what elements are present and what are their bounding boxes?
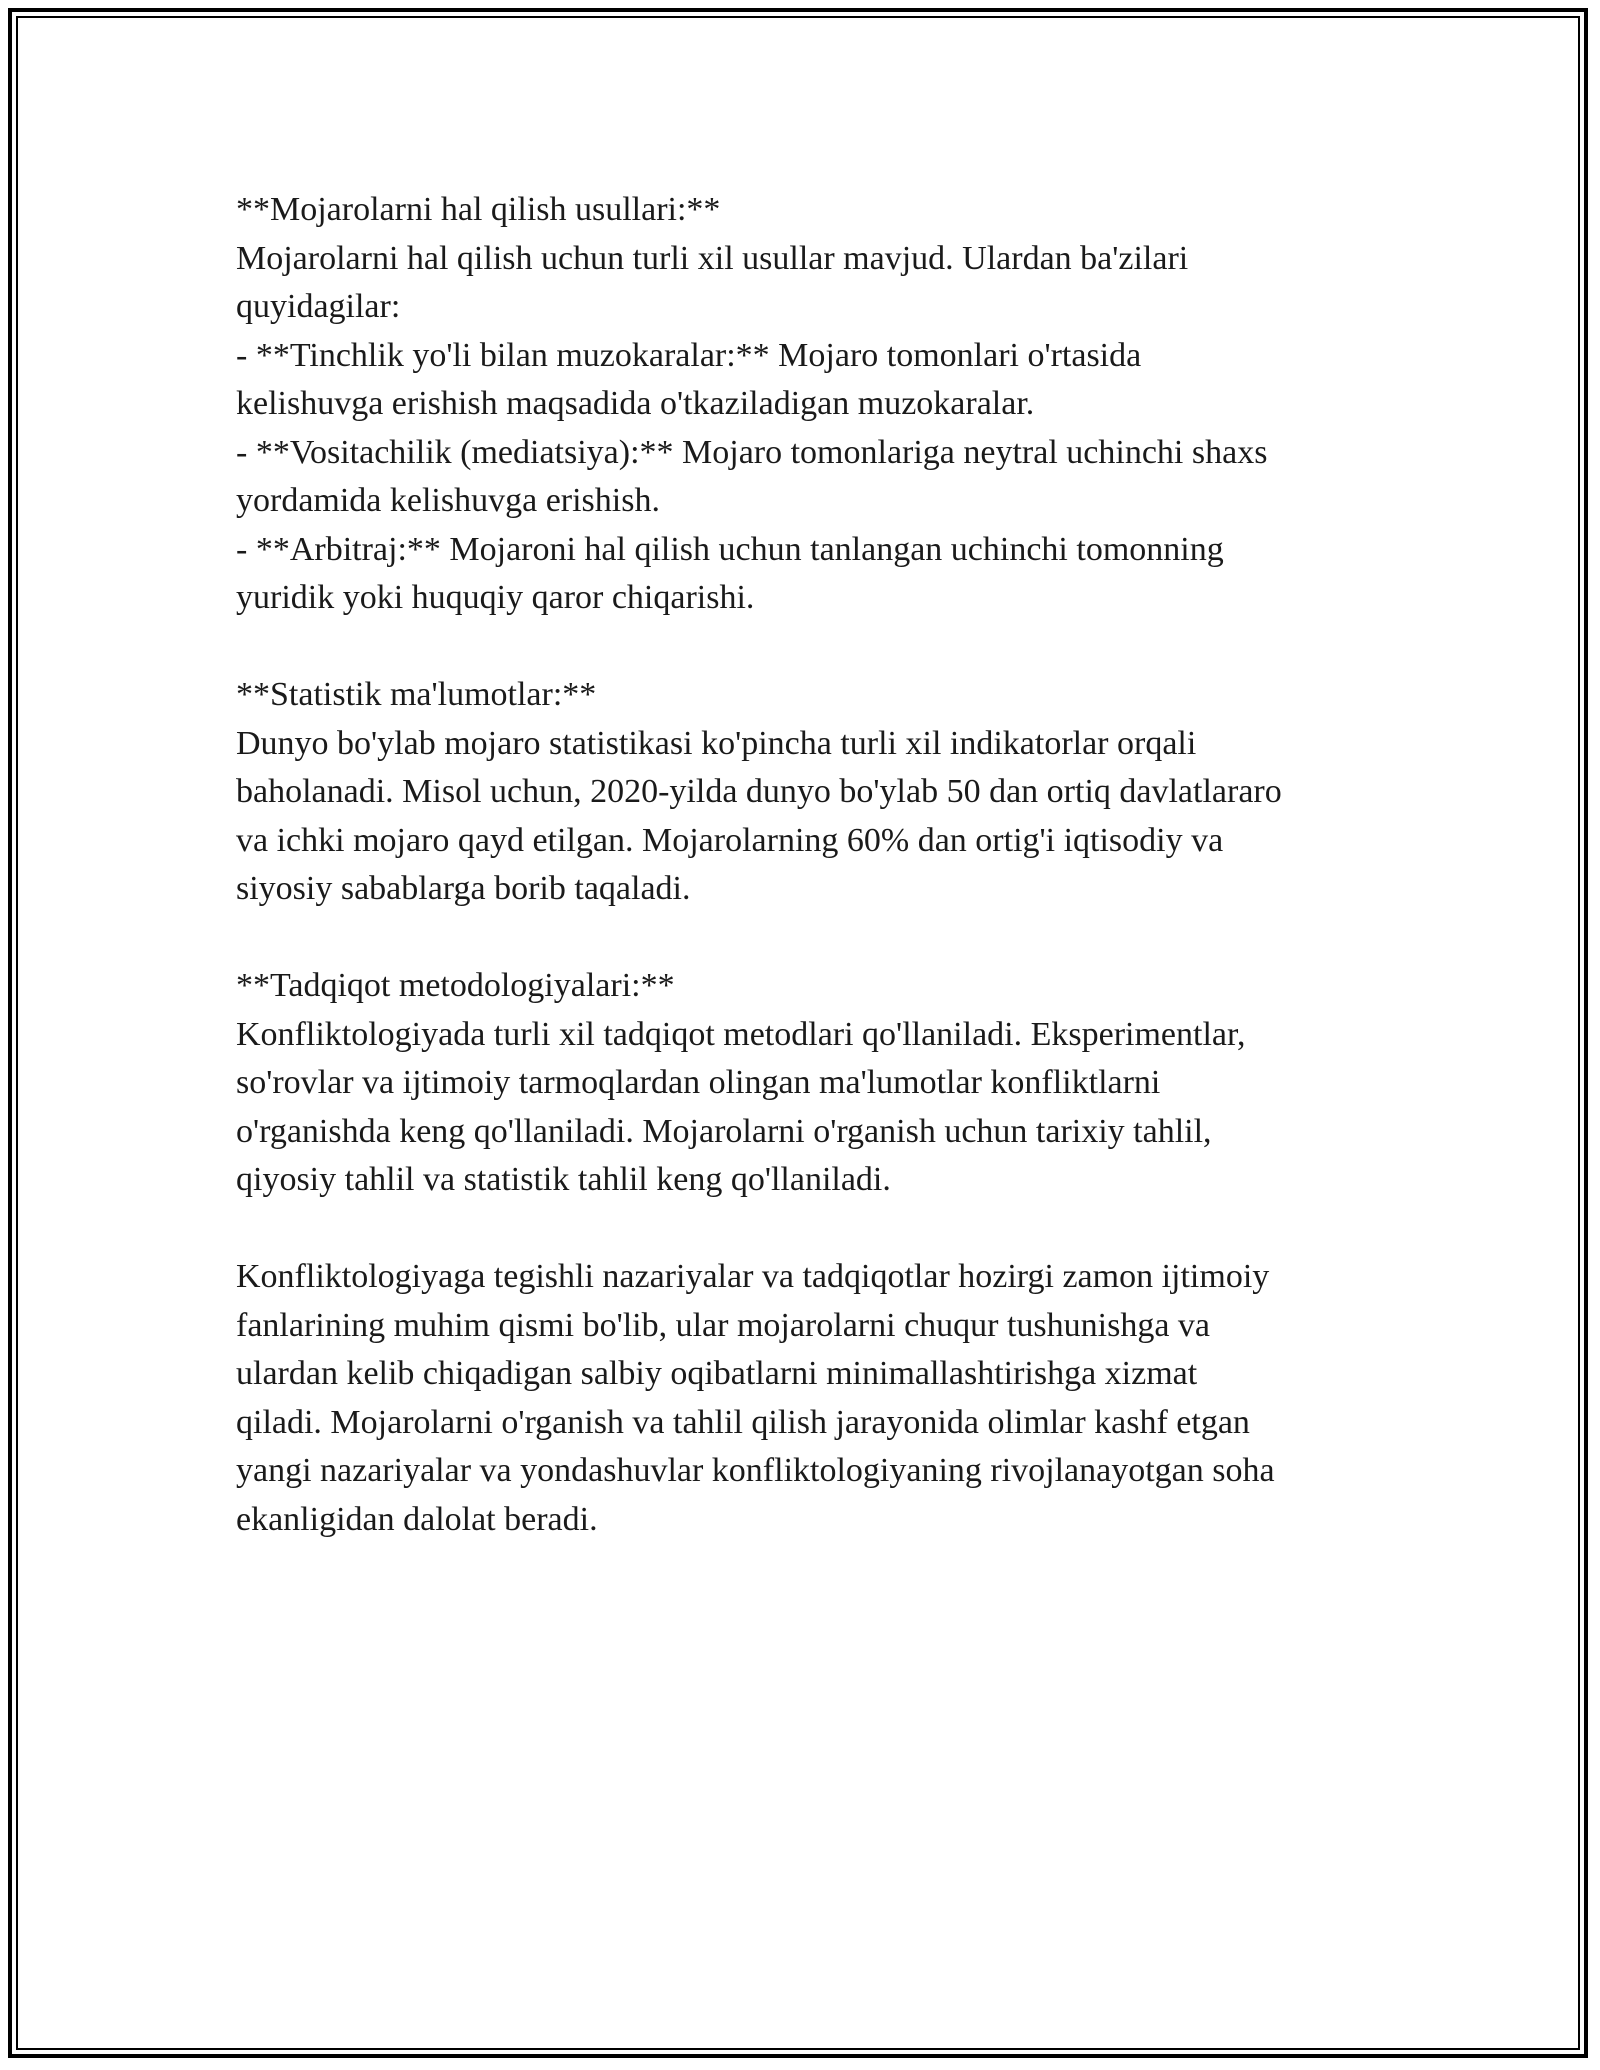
list-item-arbitration: - **Arbitraj:** Mojaroni hal qilish uchun tanlangan uchinchi tomonning <box>236 530 1224 568</box>
heading-statistics: **Statistik ma'lumotlar:** <box>236 676 597 713</box>
text-line: Dunyo bo'ylab mojaro statistikasi ko'pincha turli xil indikatorlar orqali <box>236 724 1197 762</box>
text-line: Mojarolarni hal qilish uchun turli xil usullar mavjud. Ulardan ba'zilari <box>236 239 1189 277</box>
text-line: va ichki mojaro qayd etilgan. Mojarolarning 60% dan ortig'i iqtisodiy va <box>236 821 1224 859</box>
conclusion-line: Konfliktologiyaga tegishli nazariyalar va tadqiqotlar hozirgi zamon ijtimoiy <box>236 1258 1270 1295</box>
text-line: kelishuvga erishish maqsadida o'tkaziladigan muzokaralar. <box>236 385 1035 422</box>
heading-methodologies: **Tadqiqot metodologiyalari:** <box>236 967 675 1004</box>
text-line: quyidagilar: <box>236 288 401 325</box>
text-line: ekanligidan dalolat beradi. <box>236 1500 598 1538</box>
text-line: qiladi. Mojarolarni o'rganish va tahlil qilish jarayonida olimlar kashf etgan <box>236 1403 1250 1441</box>
paragraph-gap <box>236 914 1386 963</box>
paragraph-gap <box>236 1205 1386 1254</box>
text-line: baholanadi. Misol uchun, 2020-yilda dunyo bo'ylab 50 dan ortiq davlatlararo <box>236 773 1282 810</box>
heading-methods: **Mojarolarni hal qilish usullari:** <box>236 191 721 228</box>
text-line: Konfliktologiyada turli xil tadqiqot metodlari qo'llaniladi. Eksperimentlar, <box>236 1015 1246 1053</box>
list-item-negotiations: - **Tinchlik yo'li bilan muzokaralar:** Mojaro tomonlari o'rtasida <box>236 336 1142 374</box>
text-line: ulardan kelib chiqadigan salbiy oqibatlarni minimallashtirishga xizmat <box>236 1355 1198 1392</box>
text-line: yordamida kelishuvga erishish. <box>236 482 660 519</box>
text-line: yangi nazariyalar va yondashuvlar konfliktologiyaning rivojlanayotgan soha <box>236 1452 1275 1489</box>
paragraph-gap <box>236 623 1386 672</box>
text-line: qiyosiy tahlil va statistik tahlil keng qo'llaniladi. <box>236 1161 891 1198</box>
text-line: siyosiy sabablarga borib taqaladi. <box>236 870 691 907</box>
document-body <box>236 186 1386 1544</box>
text-line: yuridik yoki huquqiy qaror chiqarishi. <box>236 579 755 616</box>
text-line: o'rganishda keng qo'llaniladi. Mojarolarni o'rganish uchun tarixiy tahlil, <box>236 1112 1212 1150</box>
text-line: fanlarining muhim qismi bo'lib, ular mojarolarni chuqur tushunishga va <box>236 1306 1211 1344</box>
list-item-mediation: - **Vositachilik (mediatsiya):** Mojaro tomonlariga neytral uchinchi shaxs <box>236 433 1268 471</box>
text-line: so'rovlar va ijtimoiy tarmoqlardan olingan ma'lumotlar konfliktlarni <box>236 1064 1161 1101</box>
